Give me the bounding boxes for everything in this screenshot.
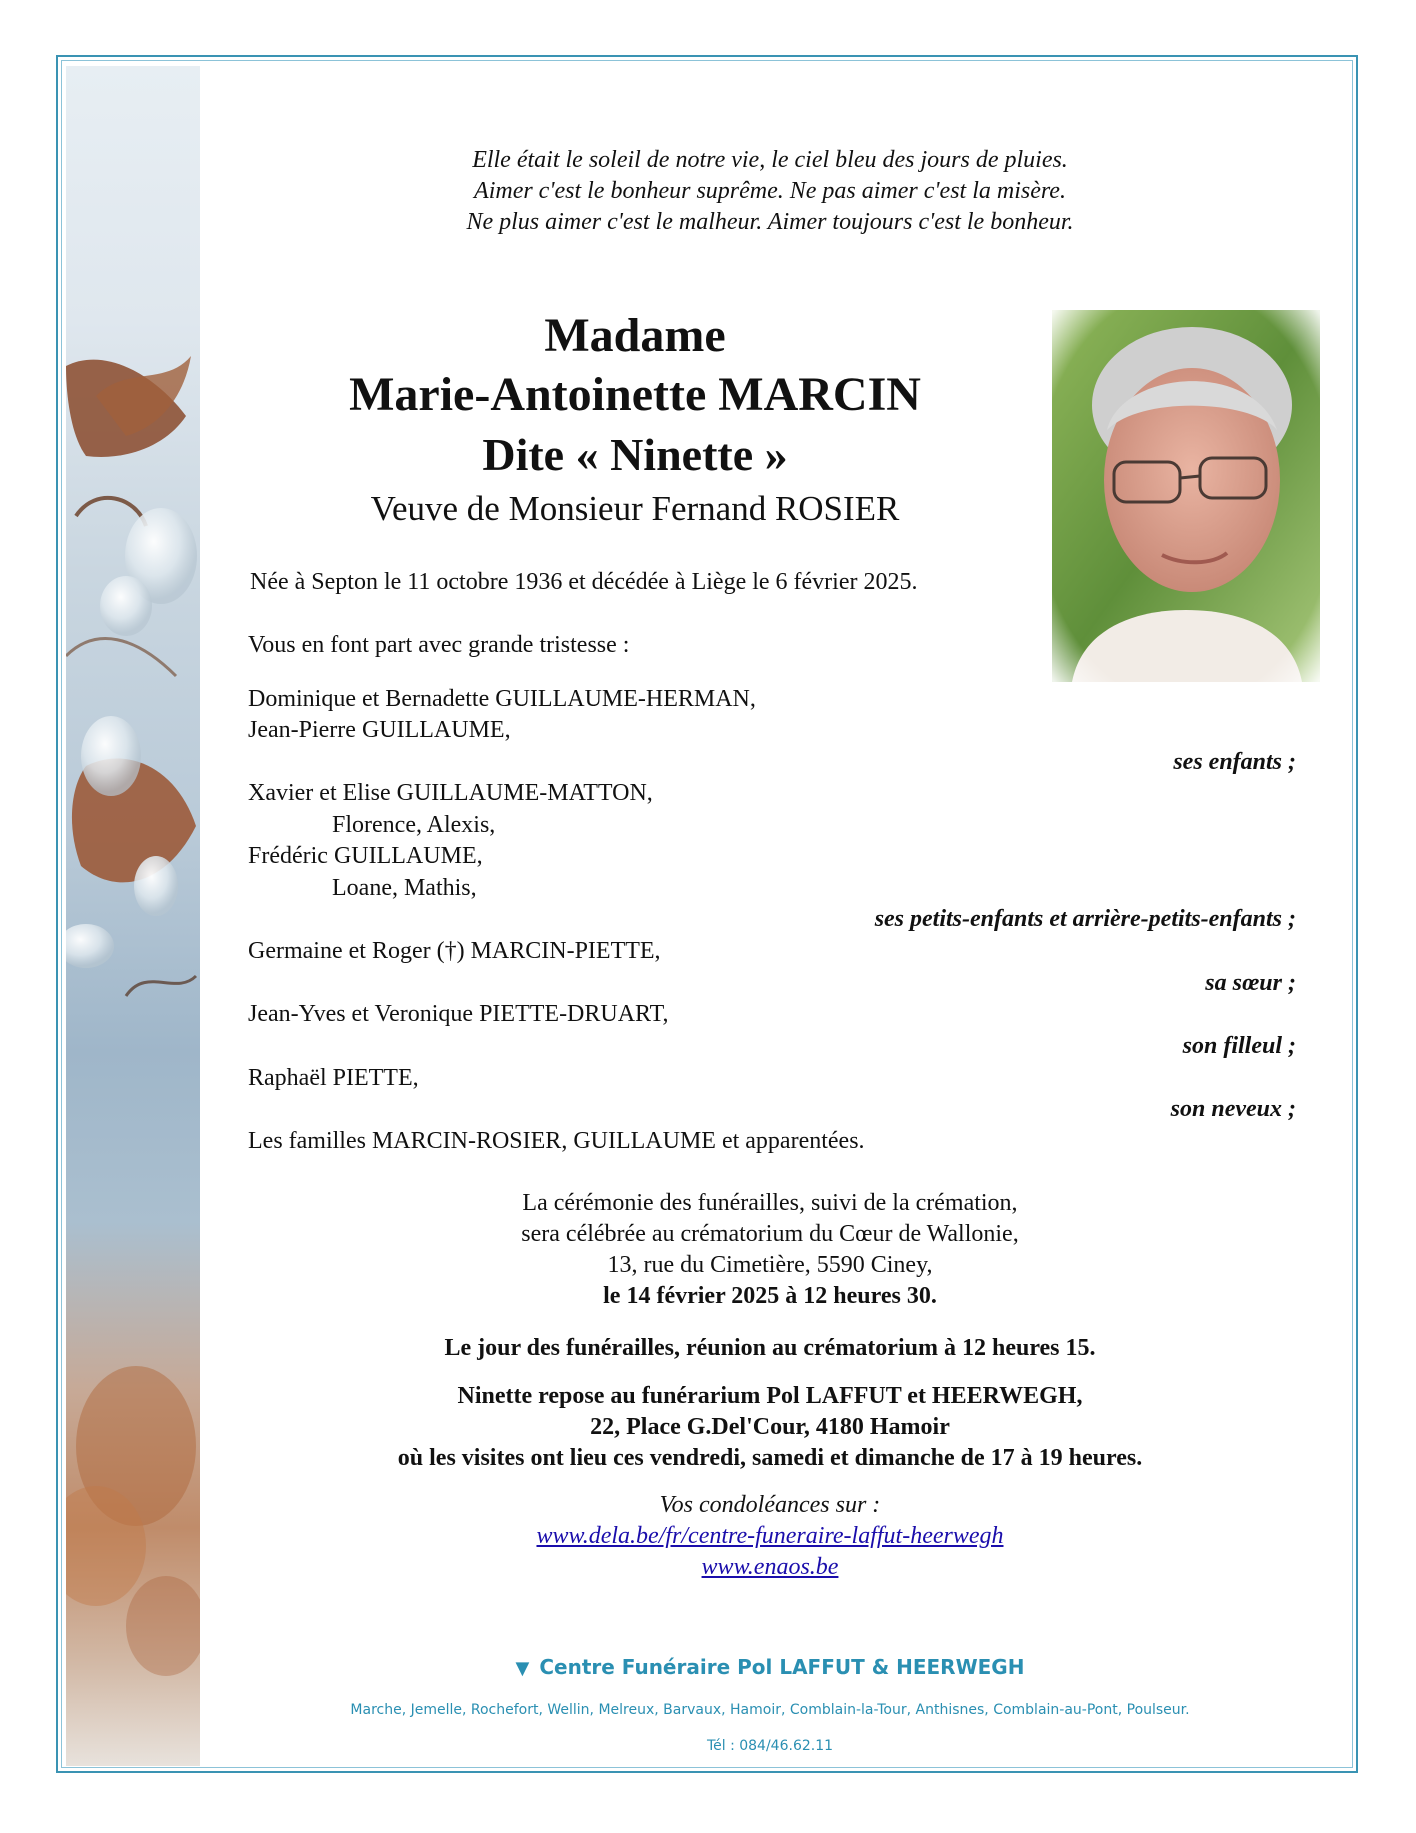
poem [290,145,1250,238]
funeral-center-name: Centre Funéraire Pol LAFFUT & HEERWEGH [539,1655,1025,1679]
deceased-name: Marie-Antoinette MARCIN [349,368,921,421]
condolences-block [280,1490,1260,1583]
funeral-center-locations: Marche, Jemelle, Rochefort, Wellin, Melreux, Barvaux, Hamoir, Comblain-la-Tour, Anthisnes, Comblain-au-Pont, Poulseur. [350,1702,1190,1718]
condolences-link-dela[interactable]: www.dela.be/fr/centre-funeraire-laffut-heerwegh [536,1523,1004,1549]
portrait-photo [1052,310,1320,682]
triangle-down-icon: ▼ [515,1658,530,1679]
widow-of: Veuve de Monsieur Fernand ROSIER [370,489,900,528]
poem-line: Ne plus aimer c'est le malheur. Aimer toujours c'est le bonheur. [466,209,1074,235]
relation-godson: son filleul ; [1182,1033,1296,1059]
repose-line: Ninette repose au funérarium Pol LAFFUT et HEERWEGH, [457,1383,1083,1409]
poem-line: Elle était le soleil de notre vie, le ciel bleu des jours de pluies. [472,147,1068,173]
funeral-center-phone: Tél : 084/46.62.11 [706,1738,834,1754]
ceremony-line: 13, rue du Cimetière, 5590 Ciney, [607,1252,933,1278]
family-children-1: Dominique et Bernadette GUILLAUME-HERMAN, [248,686,756,712]
repose-block [280,1381,1260,1474]
deceased-name-block [240,307,1030,533]
funeral-center-title [280,1655,1260,1679]
birth-death-text: Née à Septon le 11 octobre 1936 et décédée à Liège le 6 février 2025. [250,569,918,595]
family-sister: Germaine et Roger (†) MARCIN-PIETTE, [248,938,661,964]
family-grand-2: Frédéric GUILLAUME, [248,843,483,869]
family-children-2: Jean-Pierre GUILLAUME, [248,717,511,743]
ceremony-date: le 14 février 2025 à 12 heures 30. [603,1283,937,1309]
ceremony-line: La cérémonie des funérailles, suivi de la crémation, [522,1190,1018,1216]
relation-children: ses enfants ; [1173,749,1296,775]
relation-sister: sa sœur ; [1205,970,1296,996]
condolences-link-enaos[interactable]: www.enaos.be [701,1554,839,1580]
announcement-intro: Vous en font part avec grande tristesse : [248,632,630,658]
repose-line: 22, Place G.Del'Cour, 4180 Hamoir [590,1414,950,1440]
meeting-line: Le jour des funérailles, réunion au crématorium à 12 heures 15. [444,1335,1096,1361]
meeting-text [280,1333,1260,1364]
family-grand-2-kids: Loane, Mathis, [332,875,477,901]
family-grand-1: Xavier et Elise GUILLAUME-MATTON, [248,780,653,806]
family-nephew: Raphaël PIETTE, [248,1065,419,1091]
ceremony-line: sera célébrée au crématorium du Cœur de Wallonie, [521,1221,1019,1247]
repose-line: où les visites ont lieu ces vendredi, samedi et dimanche de 17 à 19 heures. [397,1445,1143,1471]
family-godson: Jean-Yves et Veronique PIETTE-DRUART, [248,1001,669,1027]
family-extended: Les familles MARCIN-ROSIER, GUILLAUME et apparentées. [248,1128,865,1154]
relation-nephew: son neveux ; [1170,1096,1296,1122]
relation-grandchildren: ses petits-enfants et arrière-petits-enfants ; [874,906,1296,932]
ceremony-block [280,1188,1260,1312]
decorative-side-photo [66,66,200,1766]
condolences-label: Vos condoléances sur : [659,1492,881,1518]
family-grand-1-kids: Florence, Alexis, [332,812,496,838]
poem-line: Aimer c'est le bonheur suprême. Ne pas aimer c'est la misère. [474,178,1066,204]
deceased-title: Madame [544,309,726,362]
deceased-nickname: Dite « Ninette » [482,429,788,480]
